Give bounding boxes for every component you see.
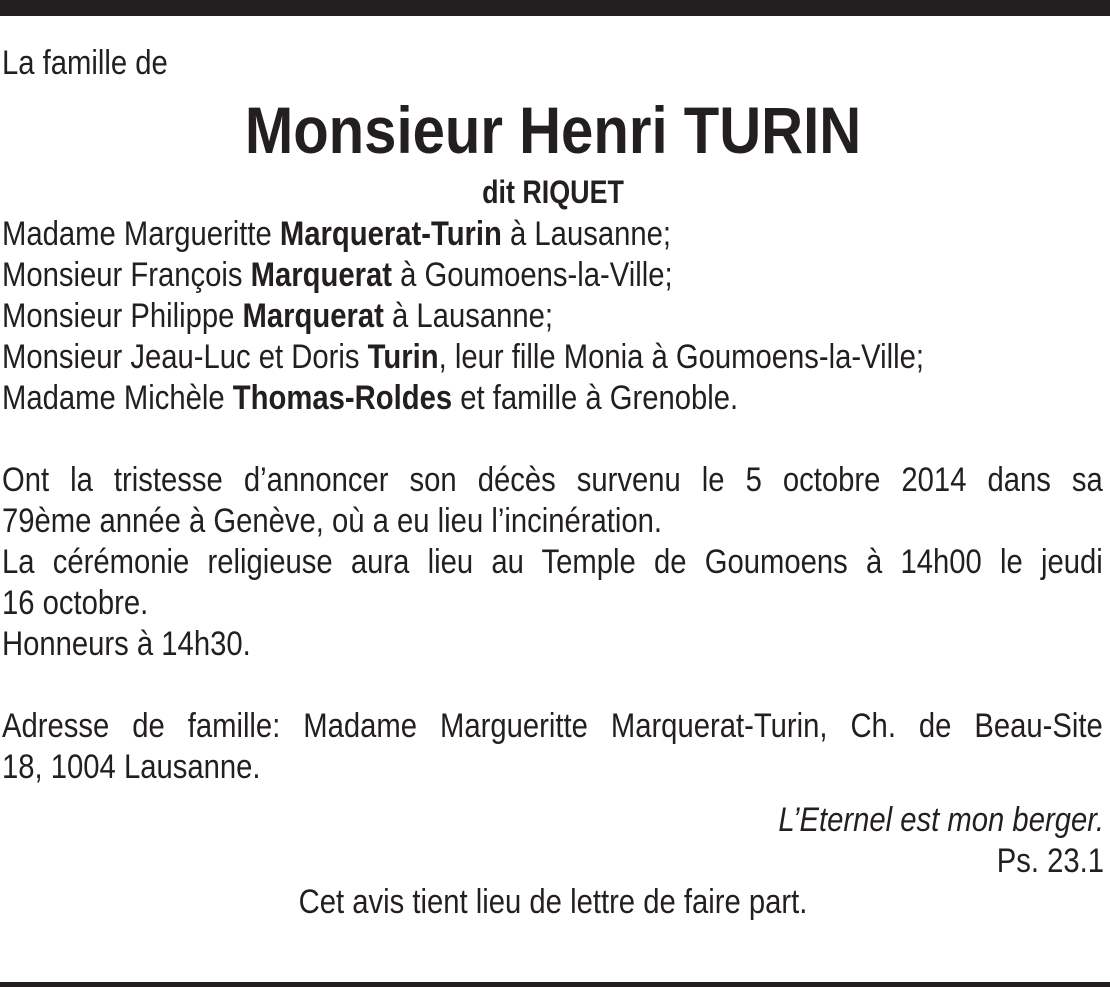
mourner-line: Monsieur Jeau-Luc et Doris Turin, leur fille Monia à Goumoens-la-Ville; xyxy=(2,338,924,376)
announcement-paragraph xyxy=(2,460,1104,665)
scripture-reference: Ps. 23.1 xyxy=(996,842,1104,880)
mourners-list xyxy=(2,214,1104,419)
address-line: Adresse de famille: Madame Margueritte Marquerat-Turin, Ch. de Beau-Site xyxy=(2,707,1103,745)
mourner-line: Madame Margueritte Marquerat-Turin à Lausanne; xyxy=(2,215,672,253)
announcement-line: Honneurs à 14h30. xyxy=(2,625,251,663)
deceased-name: Monsieur Henri TURIN xyxy=(244,93,862,167)
top-rule xyxy=(0,0,1110,16)
obituary-notice xyxy=(2,42,1104,923)
bottom-rule xyxy=(0,982,1110,987)
family-address xyxy=(2,706,1104,788)
announcement-line: Ont la tristesse d’annoncer son décès survenu le 5 octobre 2014 dans sa xyxy=(2,461,1103,499)
intro-text: La famille de xyxy=(2,44,168,82)
mourner-surname: Thomas-Roldes xyxy=(232,379,453,417)
mourner-line: Monsieur Philippe Marquerat à Lausanne; xyxy=(2,297,554,335)
mourner-surname: Marquerat-Turin xyxy=(279,215,502,253)
mourner-surname: Marquerat xyxy=(250,256,392,294)
mourner-line: Madame Michèle Thomas-Roldes et famille à Grenoble. xyxy=(2,379,739,417)
mourner-surname: Turin xyxy=(367,338,439,376)
deceased-nickname: dit RIQUET xyxy=(482,174,624,210)
scripture-quote: L’Eternel est mon berger. xyxy=(778,801,1104,839)
footer-note: Cet avis tient lieu de lettre de faire part. xyxy=(298,883,808,921)
address-line: 18, 1004 Lausanne. xyxy=(2,748,261,786)
mourner-surname: Marquerat xyxy=(242,297,384,335)
announcement-line: La cérémonie religieuse aura lieu au Temple de Goumoens à 14h00 le jeudi xyxy=(2,543,1103,581)
announcement-line: 16 octobre. xyxy=(2,584,149,622)
mourner-line: Monsieur François Marquerat à Goumoens-la-Ville; xyxy=(2,256,673,294)
announcement-line: 79ème année à Genève, où a eu lieu l’incinération. xyxy=(2,502,662,540)
